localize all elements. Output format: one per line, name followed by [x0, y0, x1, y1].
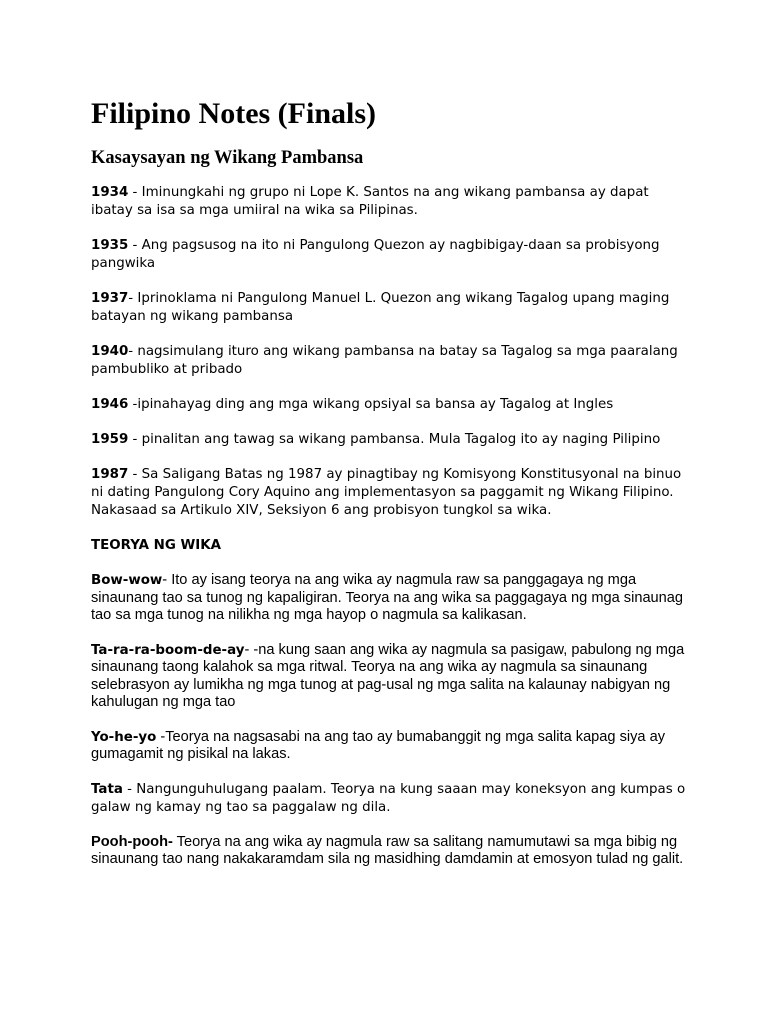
history-entry-1937: [91, 290, 691, 326]
history-text: - pinalitan ang tawag sa wikang pambansa. Mula Tagalog ito ay naging Pilipino: [128, 432, 661, 447]
history-text: - Ang pagsusog na ito ni Pangulong Quezon ay nagbibigay-daan sa probisyong pangwika: [91, 238, 660, 271]
history-text: - nagsimulang ituro ang wikang pambansa na batay sa Tagalog sa mga paaralang pambubliko at pribado: [91, 344, 678, 377]
history-year: 1987: [91, 467, 129, 482]
theory-name: Tata: [91, 781, 123, 797]
history-entry-1987: [91, 466, 691, 520]
theory-text: -Teorya na nagsasabi na ang tao ay bumabanggit ng mga salita kapag siya ay gumagamit ng pisikal na lakas.: [91, 728, 666, 762]
theory-name: Pooh-pooh-: [91, 833, 173, 850]
history-entry-1934: [91, 184, 691, 220]
history-year: 1935: [91, 238, 129, 253]
history-year: 1959: [91, 432, 129, 447]
history-text: -ipinahayag ding ang mga wikang opsiyal sa bansa ay Tagalog at Ingles: [128, 397, 614, 412]
theory-entry-tata: [91, 781, 691, 817]
section-subtitle: Kasaysayan ng Wikang Pambansa: [91, 148, 364, 168]
theory-text: - Ito ay isang teorya na ang wika ay nagmula raw sa panggagaya ng mga sinaunang tao sa tunog ng kapaligiran. Teorya na ang wika sa paggagaya ng mga sinaunag tao sa mga tunog na nilikha ng mga hayop o nagmula sa kalikasan.: [91, 572, 684, 623]
theory-text: - Nangunguhulugang paalam. Teorya na kung saaan may koneksyon ang kumpas o galaw ng kamay ng tao sa paggalaw ng dila.: [91, 781, 686, 815]
theory-name: Yo-he-yo: [91, 729, 157, 745]
document-title: Filipino Notes (Finals): [91, 97, 377, 130]
theory-entry-pooh-pooh: [91, 834, 691, 869]
theory-name: Ta-ra-ra-boom-de-ay: [91, 642, 245, 658]
history-entry-1935: [91, 237, 691, 273]
theory-entry-yo-he-yo: [91, 729, 691, 764]
history-text: - Iminungkahi ng grupo ni Lope K. Santos na ang wikang pambansa ay dapat ibatay sa isa sa mga umiiral na wika sa Pilipinas.: [91, 185, 649, 218]
theory-text: - -na kung saan ang wika ay nagmula sa pasigaw, pabulong ng mga sinaunang taong kalahok sa mga ritwal. Teorya na ang wika ay nagmula sa sinaunang selebrasyon ay lumikha ng mga tunog at pag-usal ng mga salita na kalaunay nabigyan ng kahulugan ng mga tao: [91, 641, 685, 710]
theory-entry-bow-wow: [91, 572, 691, 625]
history-year: 1946: [91, 397, 129, 412]
theory-entry-ta-ra-ra-boom-de-ay: [91, 642, 691, 712]
theory-text: Teorya na ang wika ay nagmula raw sa salitang namumutawi sa mga bibig ng sinaunang tao nang nakakaramdam sila ng masidhing damdamin at emosyon tulad ng galit.: [91, 833, 684, 867]
document-page: [91, 96, 691, 886]
theory-section-heading: TEORYA NG WIKA: [91, 538, 222, 553]
history-year: 1937: [91, 291, 129, 306]
history-entry-1940: [91, 343, 691, 379]
theory-name: Bow-wow: [91, 573, 163, 588]
history-entry-1946: [91, 396, 691, 414]
history-year: 1940: [91, 344, 129, 359]
history-entry-1959: [91, 431, 691, 449]
history-text: - Iprinoklama ni Pangulong Manuel L. Quezon ang wikang Tagalog upang maging batayan ng wikang pambansa: [91, 291, 670, 324]
history-text: - Sa Saligang Batas ng 1987 ay pinagtibay ng Komisyong Konstitusyonal na binuo ni dating Pangulong Cory Aquino ang implementasyon sa paggamit ng Wikang Filipino. Nakasaad sa Artikulo XIV, Seksiyon 6 ang probisyon tungkol sa wika.: [91, 467, 682, 518]
history-year: 1934: [91, 185, 129, 200]
